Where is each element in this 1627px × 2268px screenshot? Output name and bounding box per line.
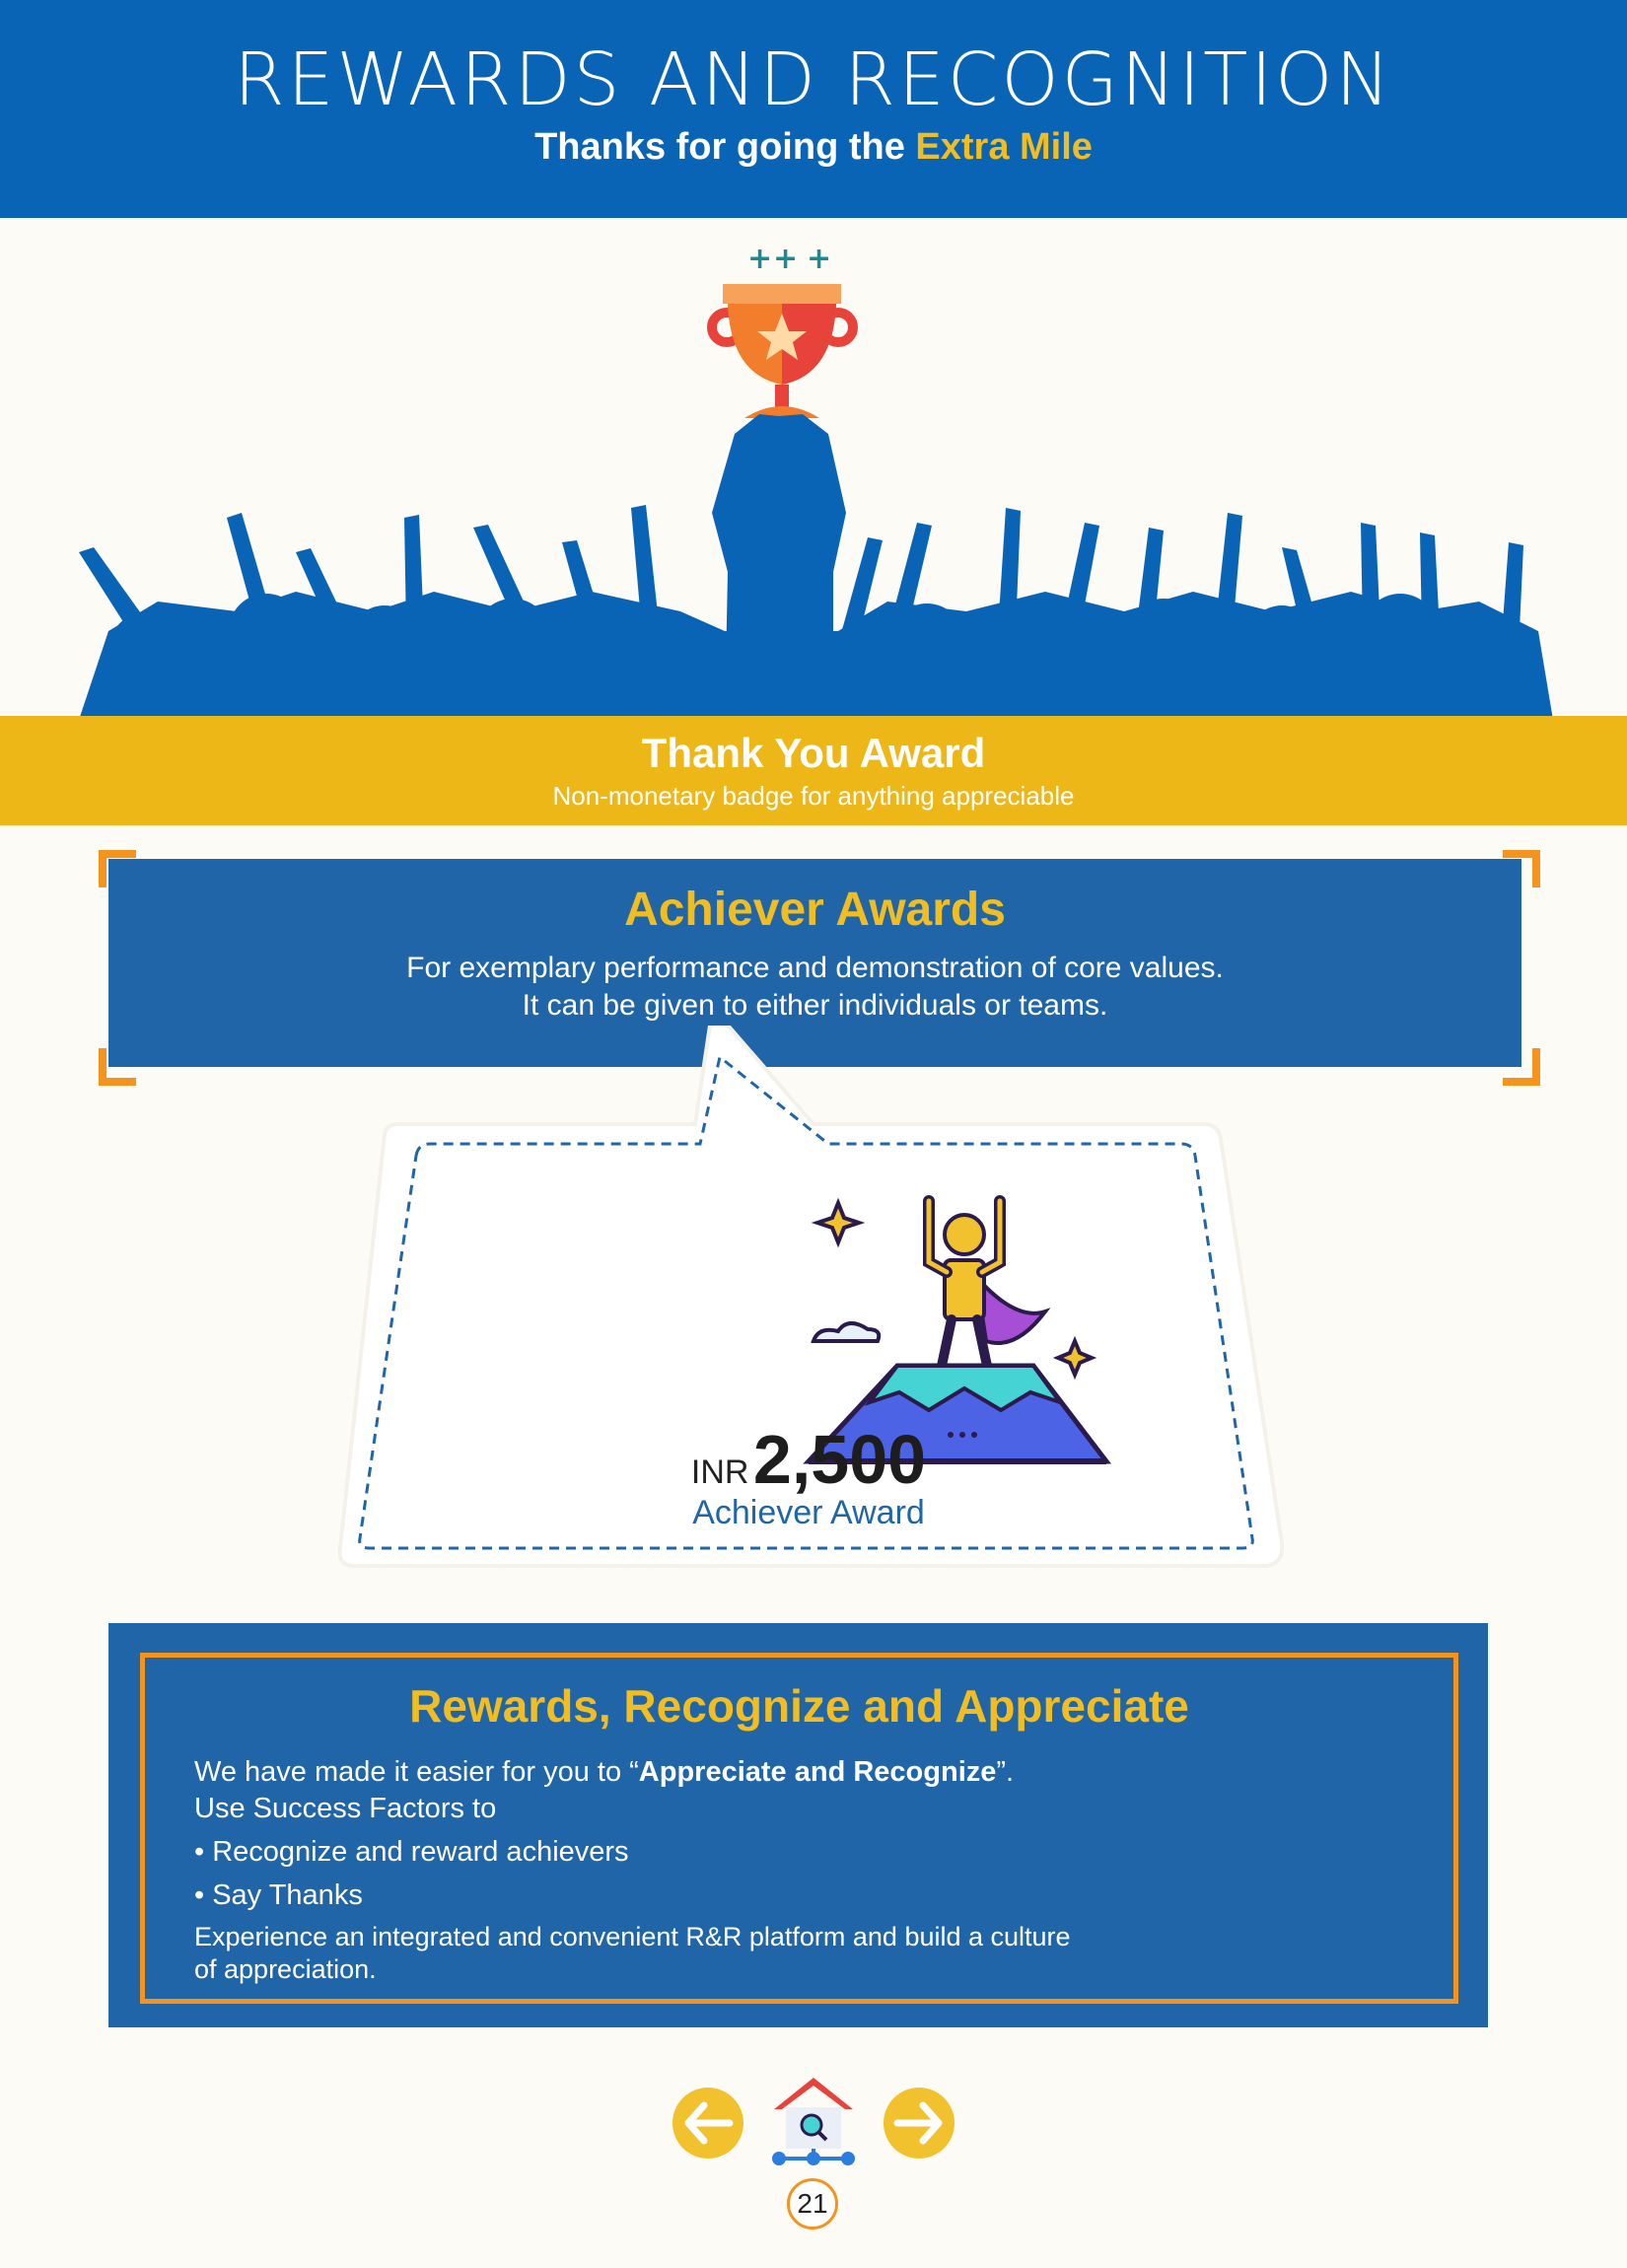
page-number: 21 [787, 2178, 838, 2230]
rr-bullet: • Recognize and reward achievers [194, 1836, 629, 1868]
svg-text:+: + [747, 242, 773, 276]
page-title: REWARDS AND RECOGNITION [234, 37, 1393, 122]
subtitle-text: Thanks for going the [534, 126, 916, 168]
award-value: 2,500 [752, 1421, 927, 1498]
award-label: Achiever Award [692, 1494, 925, 1531]
rewards-recognize-box [108, 1623, 1488, 2027]
award-currency: INR [690, 1453, 749, 1491]
rr-intro-suffix: ”. [996, 1756, 1015, 1788]
rr-intro-bold: Appreciate and Recognize [638, 1756, 997, 1788]
next-arrow-icon[interactable] [884, 2088, 955, 2159]
award-amount [552, 1420, 1065, 1499]
page-header [0, 0, 1627, 218]
rr-use-line: Use Success Factors to [194, 1793, 497, 1824]
thank-you-award-title: Thank You Award [641, 730, 986, 776]
svg-text:+: + [807, 242, 832, 276]
rr-intro-prefix: We have made it easier for you to “ [194, 1756, 639, 1788]
trophy-icon [712, 242, 853, 418]
thank-you-award-description: Non-monetary badge for anything appreciable [552, 781, 1075, 811]
achiever-awards-title: Achiever Awards [624, 884, 1006, 936]
achiever-description-line: For exemplary performance and demonstration of core values. [406, 952, 1224, 984]
previous-arrow-icon[interactable] [672, 2088, 743, 2159]
rewards-recognize-frame [140, 1653, 1458, 2004]
page-subtitle [0, 126, 1627, 169]
svg-text:+: + [773, 242, 799, 276]
rr-closing-line: of appreciation. [194, 1954, 377, 1984]
thank-you-award-banner [0, 716, 1627, 825]
subtitle-highlight: Extra Mile [915, 126, 1093, 168]
achiever-description-line: It can be given to either individuals or teams. [522, 989, 1108, 1022]
rr-intro-line [194, 1756, 1014, 1789]
achiever-awards-description [108, 950, 1521, 1025]
rr-closing-line: Experience an integrated and convenient R&R platform and build a culture [194, 1922, 1071, 1951]
rr-bullet: • Say Thanks [194, 1879, 363, 1911]
rewards-recognize-title: Rewards, Recognize and Appreciate [409, 1680, 1189, 1732]
home-search-icon[interactable] [772, 2078, 855, 2165]
celebrating-crowd-illustration [0, 237, 1627, 720]
